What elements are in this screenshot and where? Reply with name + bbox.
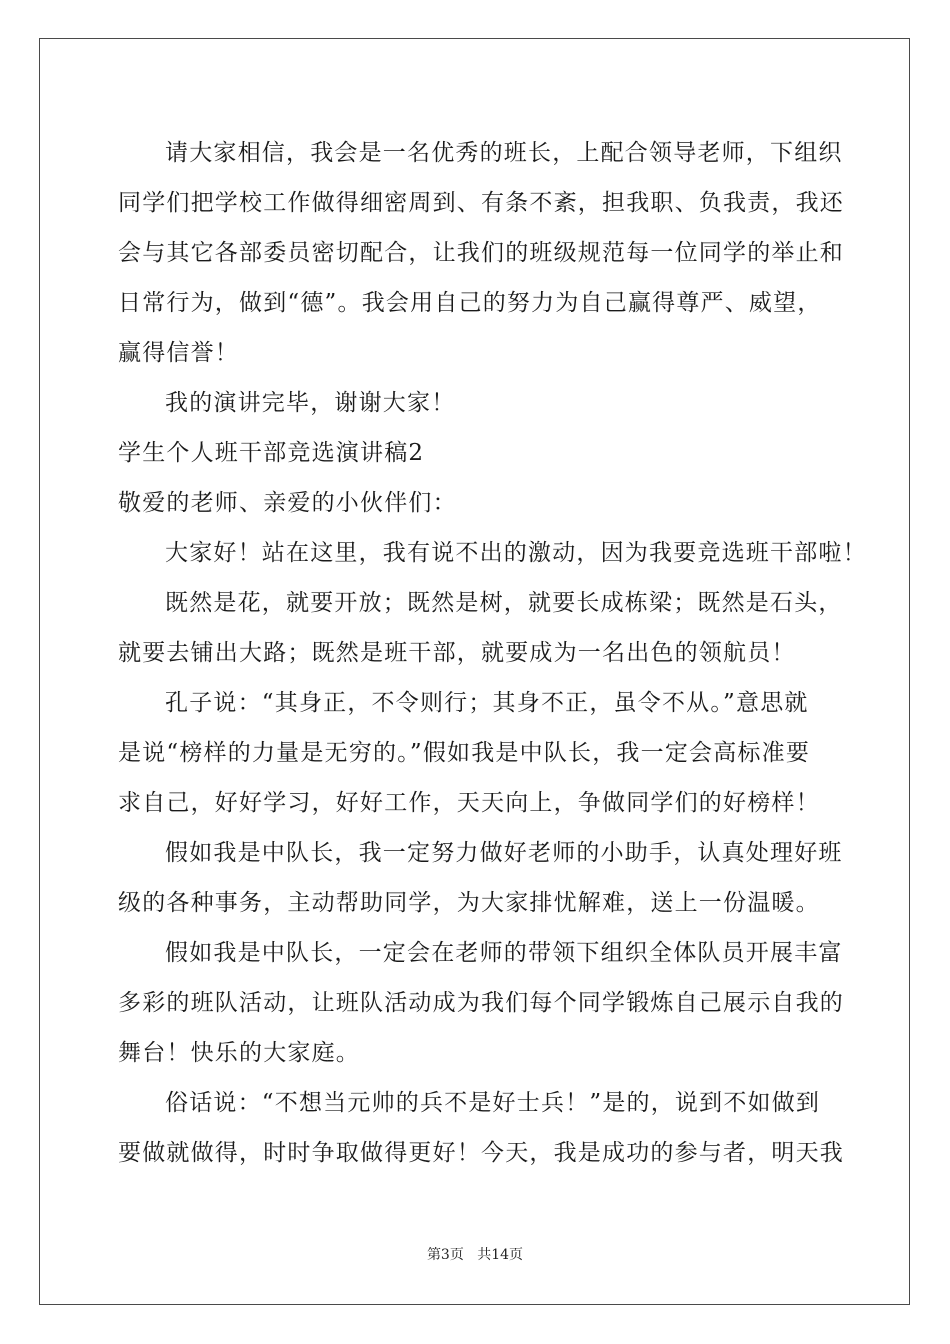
salutation: 敬爱的老师、亲爱的小伙伴们： [118,490,457,516]
text-line: 要做就做得，时时争取做得更好！今天，我是成功的参与者，明天我 [118,1140,844,1166]
text-line: 既然是花，就要开放；既然是树，就要长成栋梁；既然是石头， [165,590,843,616]
text-line: 是说“榜样的力量是无穷的。”假如我是中队长，我一定会高标准要 [118,740,811,766]
text-line: 大家好！站在这里，我有说不出的激动，因为我要竞选班干部啦！ [165,540,867,566]
page-footer [0,1244,950,1264]
text-line: 多彩的班队活动，让班队活动成为我们每个同学锻炼自己展示自我的 [118,990,844,1016]
page-number: 第3页 [426,1247,464,1263]
text-line: 我的演讲完毕，谢谢大家！ [165,390,456,416]
text-line: 就要去铺出大路；既然是班干部，就要成为一名出色的领航员！ [118,640,796,666]
text-line: 俗话说：“不想当元帅的兵不是好士兵！”是的，说到不如做到 [165,1090,821,1116]
section-heading: 学生个人班干部竞选演讲稿2 [118,440,425,466]
text-line: 求自己，好好学习，好好工作，天天向上，争做同学们的好榜样！ [118,790,820,816]
text-line: 请大家相信，我会是一名优秀的班长，上配合领导老师，下组织 [165,140,843,166]
text-line: 假如我是中队长，我一定努力做好老师的小助手，认真处理好班 [165,840,843,866]
text-line: 舞台！快乐的大家庭。 [118,1040,360,1066]
document-body [118,128,867,1178]
text-line: 同学们把学校工作做得细密周到、有条不紊，担我职、负我责，我还 [118,190,844,216]
text-line: 日常行为，做到“德”。我会用自己的努力为自己赢得尊严、威望， [118,290,822,316]
text-line: 孔子说：“其身正，不令则行；其身不正，虽令不从。”意思就 [165,690,809,716]
page-total: 共14页 [477,1247,524,1263]
text-line: 赢得信誉！ [118,340,239,366]
text-line: 会与其它各部委员密切配合，让我们的班级规范每一位同学的举止和 [118,240,844,266]
text-line: 假如我是中队长，一定会在老师的带领下组织全体队员开展丰富 [165,940,843,966]
text-line: 级的各种事务，主动帮助同学，为大家排忧解难，送上一份温暖。 [118,890,820,916]
